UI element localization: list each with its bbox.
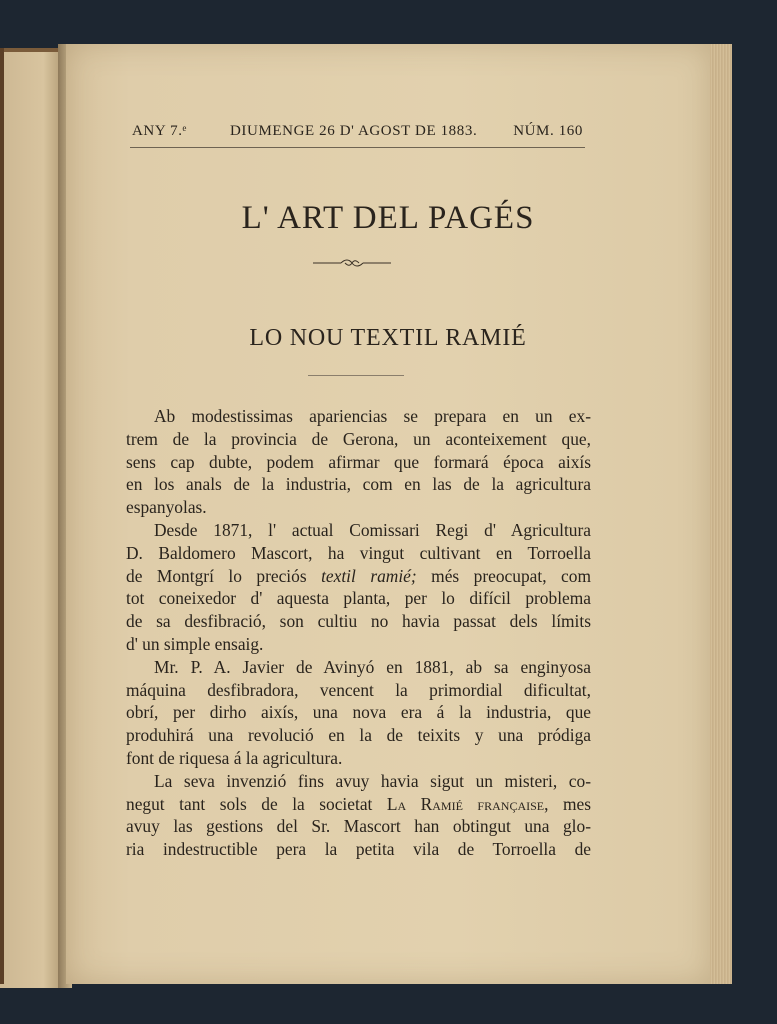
section-divider — [308, 375, 404, 376]
text-line: font de riquesa á la agricultura. — [126, 747, 343, 768]
article-body — [126, 405, 591, 861]
text-line: La seva invenzió fins avuy havia sigut un misteri, co- — [154, 770, 591, 791]
left-binding-edge — [0, 48, 4, 984]
text-line: avuy las gestions del Sr. Mascort han obtingut una glo- — [126, 816, 591, 837]
text-line: de sa desfibració, son cultiu no havia passat dels límits — [126, 611, 591, 632]
running-header — [130, 123, 585, 148]
text-line: ria indestructible pera la petita vila de Torroella de — [126, 839, 591, 860]
article-title: LO NOU TEXTIL RAMIÉ — [249, 325, 527, 351]
text-segment: , mes — [544, 793, 591, 814]
text-line — [126, 793, 591, 816]
text-line: Ab modestissimas apariencias se prepara en un ex- — [154, 406, 591, 426]
issue-number: NÚM. 160 — [513, 123, 583, 139]
text-line: d' un simple ensaig. — [126, 633, 264, 654]
text-line: espanyolas. — [126, 497, 207, 518]
page-stack-edge — [710, 44, 732, 984]
italic-term: textil ramié; — [321, 565, 417, 586]
text-line: máquina desfibradora, vencent la primordial dificultat, — [126, 679, 591, 700]
left-page-edge — [0, 48, 62, 988]
text-line: D. Baldomero Mascort, ha vingut cultivant en Torroella — [126, 542, 591, 563]
text-line: obrí, per dirho aixís, una nova era á la industria, que — [126, 702, 591, 723]
text-line: tot coneixedor d' aquesta planta, per lo difícil problema — [126, 588, 591, 609]
text-line: Desde 1871, l' actual Comissari Regi d' Agricultura — [154, 519, 591, 540]
text-line: produhirá una revolució en la de teixits y una pródiga — [126, 725, 591, 746]
text-segment: de Montgrí lo preciós — [126, 565, 322, 586]
text-line: Mr. P. A. Javier de Avinyó en 1881, ab sa enginyosa — [154, 656, 591, 677]
volume-label: ANY 7.ᵉ — [132, 123, 187, 139]
issue-date: DIUMENGE 26 D' AGOST DE 1883. — [230, 123, 478, 139]
text-segment: negut tant sols de la societat — [126, 793, 387, 814]
text-line: trem de la provincia de Gerona, un aconteixement que, — [126, 428, 591, 449]
company-name: La Ramié française — [386, 793, 545, 814]
text-line: sens cap dubte, podem afirmar que formará época aixís — [126, 451, 591, 472]
text-segment: més preocupat, com — [416, 565, 591, 586]
title-ornament-icon — [311, 257, 393, 269]
page-title: L' ART DEL PAGÉS — [241, 200, 535, 236]
text-line: en los anals de la industria, com en las de la agricultura — [126, 474, 591, 495]
text-line — [126, 565, 591, 588]
